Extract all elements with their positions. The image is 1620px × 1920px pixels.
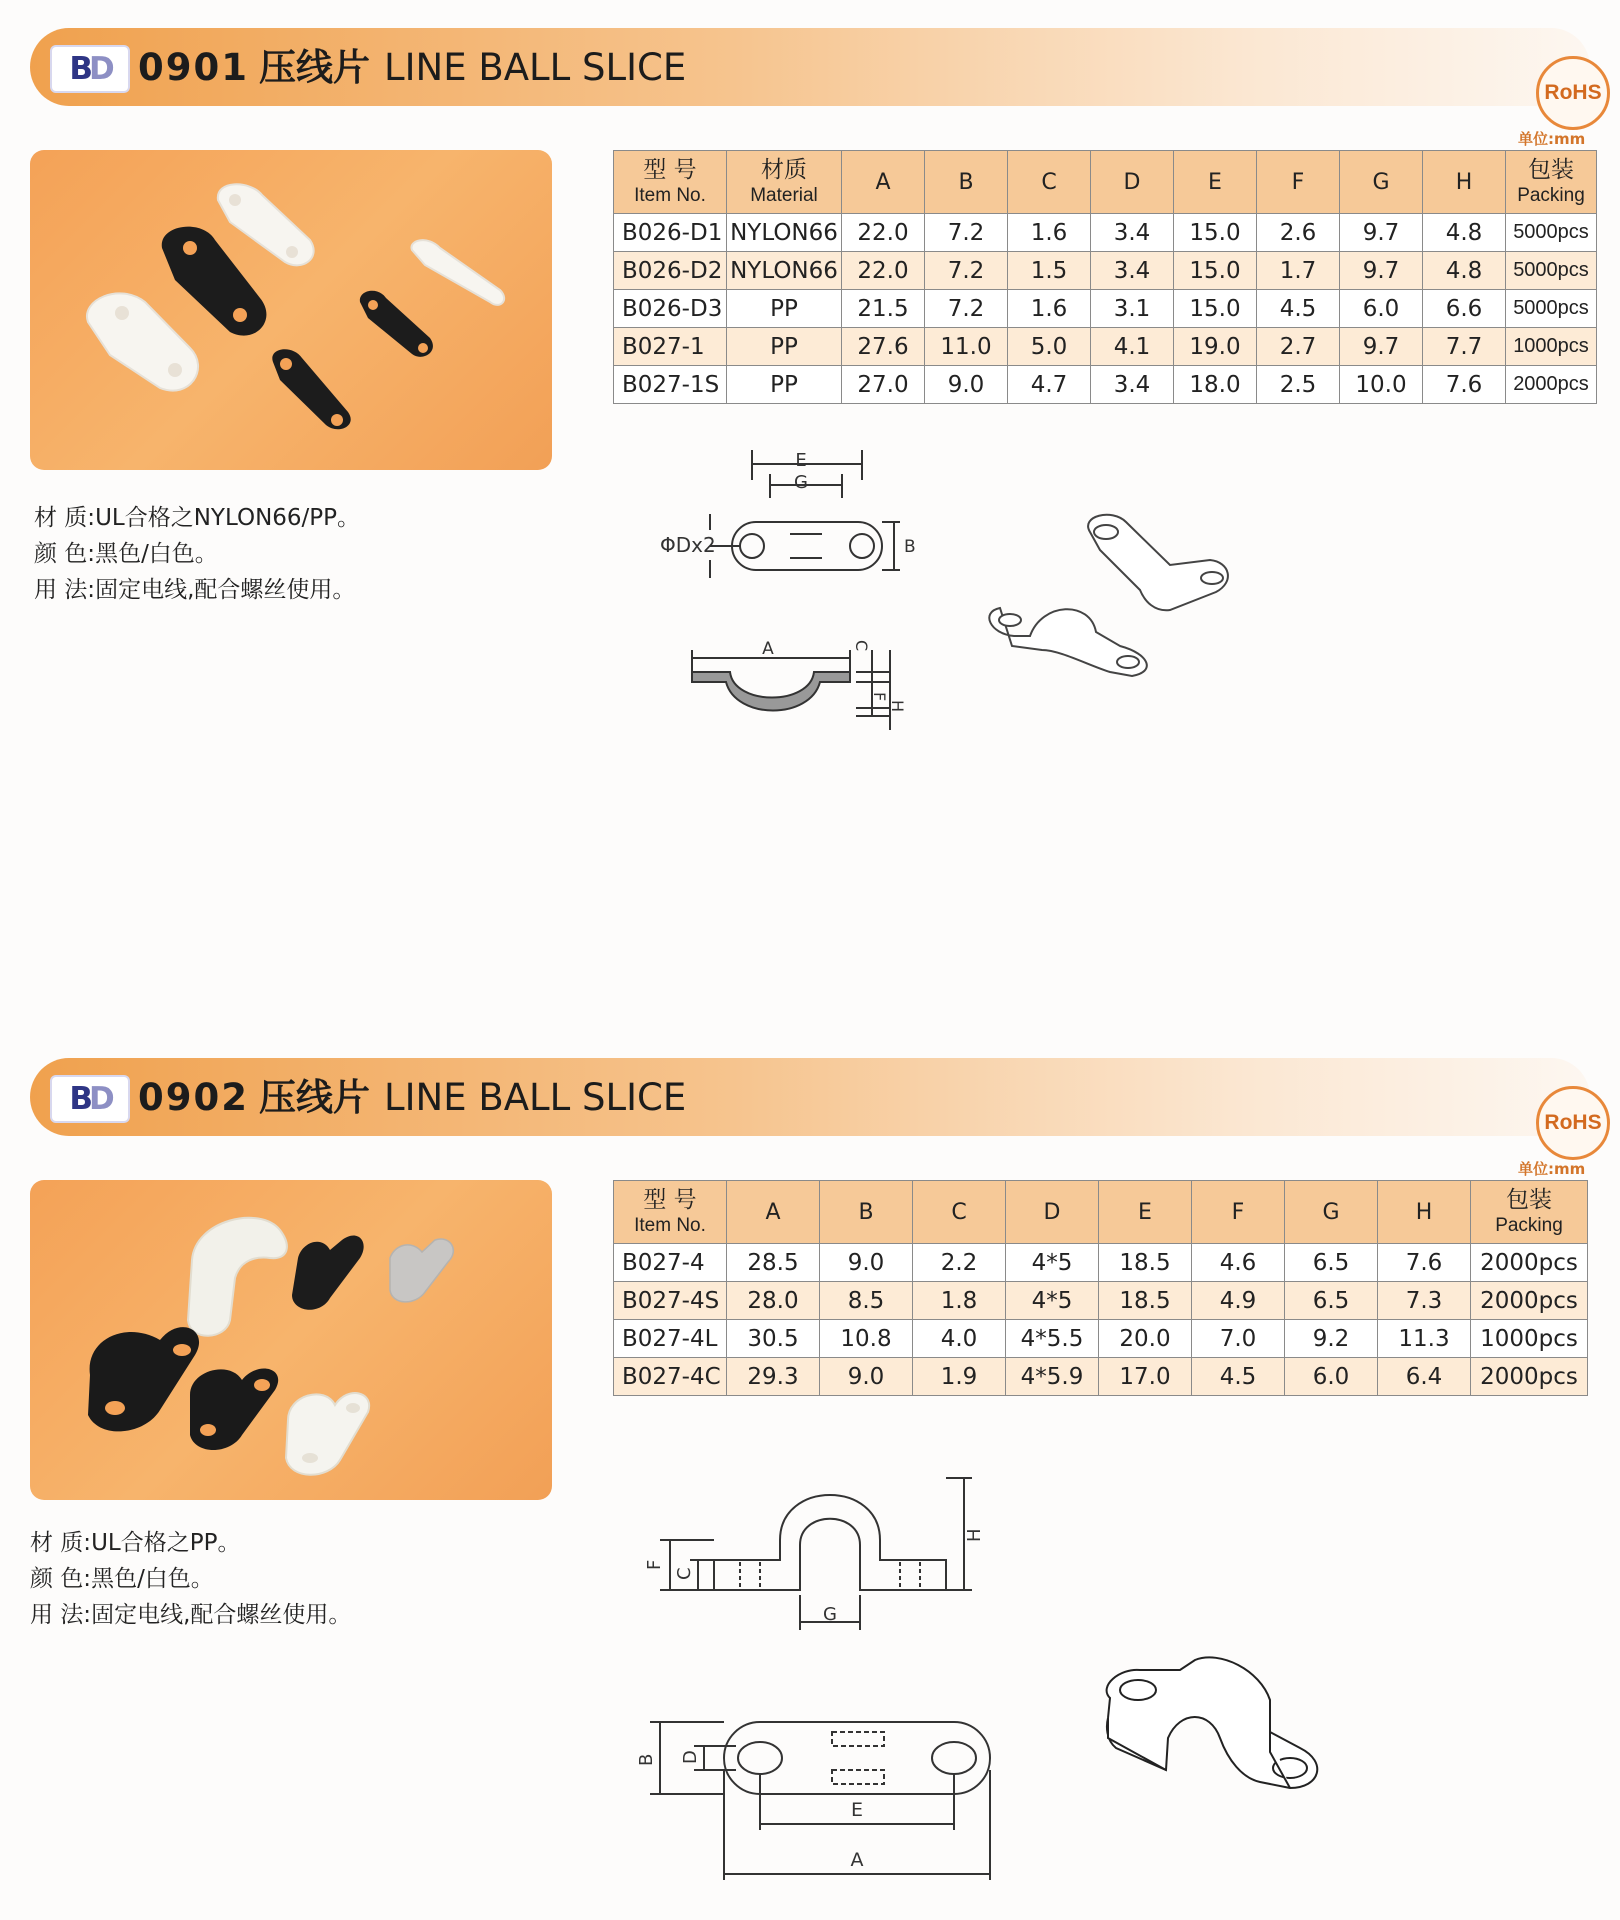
table-cell: 27.0 <box>842 366 925 404</box>
col-c: C <box>913 1181 1006 1244</box>
dim-label-f: F <box>644 1559 665 1570</box>
table-cell: 1000pcs <box>1506 328 1597 366</box>
table-cell: 21.5 <box>842 290 925 328</box>
table-cell: PP <box>727 328 842 366</box>
col-c: C <box>1008 151 1091 214</box>
table-cell: 17.0 <box>1099 1358 1192 1396</box>
dim-label-f: F <box>870 692 889 702</box>
table-cell: 5000pcs <box>1506 290 1597 328</box>
brand-logo <box>50 1075 130 1123</box>
dim-label-b: B <box>636 1753 657 1766</box>
product-info <box>30 1525 351 1633</box>
side-view-drawing <box>692 650 890 730</box>
unit-label: 单位:mm <box>1518 1160 1586 1178</box>
table-cell: 7.2 <box>925 214 1008 252</box>
table-cell: 9.2 <box>1285 1320 1378 1358</box>
section-title <box>138 1076 686 1120</box>
brand-logo <box>50 45 130 93</box>
col-b: B <box>820 1181 913 1244</box>
white-clip-photo <box>188 1218 287 1336</box>
white-small-clip-photo <box>411 240 504 305</box>
table-cell: NYLON66 <box>727 214 842 252</box>
col-a: A <box>842 151 925 214</box>
info-usage: 用 法:固定电线,配合螺丝使用。 <box>34 577 356 603</box>
table-cell: 2.7 <box>1257 328 1340 366</box>
col-material: 材质 Material <box>727 151 842 214</box>
table-cell: 19.0 <box>1174 328 1257 366</box>
table-cell: 6.0 <box>1340 290 1423 328</box>
table-cell: 2000pcs <box>1471 1282 1588 1320</box>
table-cell: 2.6 <box>1257 214 1340 252</box>
table-header-row <box>614 151 1597 214</box>
table-row <box>614 252 1597 290</box>
rohs-badge: RoHS <box>1536 1086 1610 1160</box>
dim-label-d: D <box>680 1750 701 1764</box>
col-d: D <box>1091 151 1174 214</box>
table-cell: 3.4 <box>1091 366 1174 404</box>
col-g: G <box>1340 151 1423 214</box>
table-row <box>614 290 1597 328</box>
table-cell: 4.6 <box>1192 1244 1285 1282</box>
table-cell: 10.8 <box>820 1320 913 1358</box>
table-cell: 30.5 <box>727 1320 820 1358</box>
black-large-clip-photo <box>162 227 267 336</box>
table-cell: B027-4C <box>614 1358 727 1396</box>
logo-letter-b: B <box>69 1081 89 1117</box>
table-row <box>614 1282 1588 1320</box>
table-cell: 9.7 <box>1340 214 1423 252</box>
table-cell: B027-4S <box>614 1282 727 1320</box>
table-cell: 4.8 <box>1423 252 1506 290</box>
table-cell: 6.5 <box>1285 1282 1378 1320</box>
info-color: 颜 色:黑色/白色。 <box>30 1566 214 1592</box>
spec-table-0902 <box>613 1180 1588 1396</box>
table-cell: 7.3 <box>1378 1282 1471 1320</box>
section-title <box>138 46 686 90</box>
info-material: 材 质:UL合格之NYLON66/PP。 <box>34 505 361 531</box>
product-code: 0901 <box>138 46 249 89</box>
col-item-no: 型 号 Item No. <box>614 151 727 214</box>
table-cell: 5000pcs <box>1506 214 1597 252</box>
product-photo <box>30 1180 552 1500</box>
table-cell: 4*5.5 <box>1006 1320 1099 1358</box>
table-cell: B027-4L <box>614 1320 727 1358</box>
isometric-view-drawing <box>989 515 1228 676</box>
table-cell: 28.5 <box>727 1244 820 1282</box>
table-row <box>614 214 1597 252</box>
table-cell: 1.7 <box>1257 252 1340 290</box>
dim-label-a: A <box>762 639 774 659</box>
table-cell: 9.0 <box>925 366 1008 404</box>
info-usage: 用 法:固定电线,配合螺丝使用。 <box>30 1602 352 1628</box>
table-cell: 15.0 <box>1174 252 1257 290</box>
table-cell: B027-1 <box>614 328 727 366</box>
table-cell: 9.7 <box>1340 328 1423 366</box>
table-cell: 6.0 <box>1285 1358 1378 1396</box>
table-cell: B027-4 <box>614 1244 727 1282</box>
isometric-view-drawing <box>1107 1657 1318 1788</box>
black-small-clip-photo-2 <box>272 349 350 429</box>
info-material: 材 质:UL合格之PP。 <box>30 1530 241 1556</box>
table-cell: 18.5 <box>1099 1244 1192 1282</box>
product-section-0902 <box>0 1030 1620 1920</box>
table-row <box>614 328 1597 366</box>
table-cell: 3.1 <box>1091 290 1174 328</box>
technical-drawing-0902 <box>620 1470 1380 1890</box>
white-small-clip-photo <box>286 1393 369 1475</box>
table-cell: 6.6 <box>1423 290 1506 328</box>
col-packing: 包装 Packing <box>1506 151 1597 214</box>
table-cell: 4.9 <box>1192 1282 1285 1320</box>
table-cell: 11.3 <box>1378 1320 1471 1358</box>
table-cell: 4*5.9 <box>1006 1358 1099 1396</box>
logo-letter-b: B <box>69 51 89 87</box>
table-cell: B027-1S <box>614 366 727 404</box>
table-cell: 5.0 <box>1008 328 1091 366</box>
logo-letter-d: D <box>88 1081 111 1117</box>
info-color: 颜 色:黑色/白色。 <box>34 541 218 567</box>
table-cell: B026-D3 <box>614 290 727 328</box>
title-chinese: 压线片 <box>258 46 370 89</box>
table-cell: 1.9 <box>913 1358 1006 1396</box>
table-cell: 5000pcs <box>1506 252 1597 290</box>
table-cell: 4.0 <box>913 1320 1006 1358</box>
table-cell: 2000pcs <box>1471 1358 1588 1396</box>
table-cell: 4.8 <box>1423 214 1506 252</box>
technical-drawing-0901 <box>650 450 1270 750</box>
table-cell: PP <box>727 366 842 404</box>
table-cell: 1.6 <box>1008 290 1091 328</box>
table-cell: 4.1 <box>1091 328 1174 366</box>
product-photo <box>30 150 552 470</box>
section-header-banner <box>30 28 1602 106</box>
table-cell: 2.2 <box>913 1244 1006 1282</box>
table-cell: 7.7 <box>1423 328 1506 366</box>
col-h: H <box>1423 151 1506 214</box>
table-cell: 4.7 <box>1008 366 1091 404</box>
table-cell: 3.4 <box>1091 252 1174 290</box>
col-b: B <box>925 151 1008 214</box>
table-cell: 10.0 <box>1340 366 1423 404</box>
table-cell: 15.0 <box>1174 290 1257 328</box>
table-cell: 7.6 <box>1378 1244 1471 1282</box>
table-cell: 4*5 <box>1006 1282 1099 1320</box>
col-h: H <box>1378 1181 1471 1244</box>
col-packing: 包装 Packing <box>1471 1181 1588 1244</box>
rohs-badge: RoHS <box>1536 56 1610 130</box>
table-cell: 18.0 <box>1174 366 1257 404</box>
table-cell: 4.5 <box>1257 290 1340 328</box>
table-cell: NYLON66 <box>727 252 842 290</box>
table-cell: 1.8 <box>913 1282 1006 1320</box>
table-cell: 6.4 <box>1378 1358 1471 1396</box>
table-cell: 29.3 <box>727 1358 820 1396</box>
table-cell: 20.0 <box>1099 1320 1192 1358</box>
product-code: 0902 <box>138 1076 249 1119</box>
table-cell: PP <box>727 290 842 328</box>
table-cell: 18.5 <box>1099 1282 1192 1320</box>
white-clip-photo <box>87 293 198 390</box>
table-cell: 27.6 <box>842 328 925 366</box>
table-row <box>614 366 1597 404</box>
dim-label-b: B <box>904 537 916 557</box>
table-cell: 8.5 <box>820 1282 913 1320</box>
table-cell: 4*5 <box>1006 1244 1099 1282</box>
table-row <box>614 1358 1588 1396</box>
unit-label: 单位:mm <box>1518 130 1586 148</box>
table-cell: 7.6 <box>1423 366 1506 404</box>
dim-label-h: H <box>964 1528 985 1542</box>
col-g: G <box>1285 1181 1378 1244</box>
col-item-no: 型 号 Item No. <box>614 1181 727 1244</box>
table-cell: 9.0 <box>820 1358 913 1396</box>
col-e: E <box>1174 151 1257 214</box>
black-large-clip-photo <box>88 1327 199 1431</box>
col-d: D <box>1006 1181 1099 1244</box>
table-cell: 9.0 <box>820 1244 913 1282</box>
table-cell: 2000pcs <box>1471 1244 1588 1282</box>
dim-label-g: G <box>794 472 808 493</box>
table-cell: 1000pcs <box>1471 1320 1588 1358</box>
table-row <box>614 1244 1588 1282</box>
col-f: F <box>1192 1181 1285 1244</box>
spec-table-0901 <box>613 150 1597 404</box>
table-cell: 11.0 <box>925 328 1008 366</box>
grey-clip-photo <box>390 1239 453 1302</box>
table-cell: 22.0 <box>842 214 925 252</box>
table-cell: 4.5 <box>1192 1358 1285 1396</box>
table-cell: 2000pcs <box>1506 366 1597 404</box>
table-cell: 7.2 <box>925 290 1008 328</box>
table-cell: 22.0 <box>842 252 925 290</box>
table-cell: 7.2 <box>925 252 1008 290</box>
table-cell: 9.7 <box>1340 252 1423 290</box>
dim-label-e: E <box>850 1799 864 1821</box>
dim-label-a: A <box>850 1849 864 1871</box>
table-cell: 3.4 <box>1091 214 1174 252</box>
title-english: LINE BALL SLICE <box>383 46 687 89</box>
black-clip-photo <box>292 1235 364 1309</box>
title-english: LINE BALL SLICE <box>383 1076 687 1119</box>
table-cell: B026-D2 <box>614 252 727 290</box>
dim-label-c: C <box>852 640 871 652</box>
logo-letter-d: D <box>88 51 111 87</box>
table-cell: 28.0 <box>727 1282 820 1320</box>
top-view-drawing <box>650 1722 990 1880</box>
table-header-row <box>614 1181 1588 1244</box>
dim-label-g: G <box>823 1604 837 1625</box>
table-cell: 15.0 <box>1174 214 1257 252</box>
front-view-drawing <box>660 1478 972 1630</box>
table-cell: 1.6 <box>1008 214 1091 252</box>
dim-label-c: C <box>674 1567 695 1580</box>
table-cell: 7.0 <box>1192 1320 1285 1358</box>
col-e: E <box>1099 1181 1192 1244</box>
table-cell: 2.5 <box>1257 366 1340 404</box>
table-cell: 6.5 <box>1285 1244 1378 1282</box>
dim-label-h: H <box>888 700 907 713</box>
table-row <box>614 1320 1588 1358</box>
product-info <box>34 500 360 608</box>
col-f: F <box>1257 151 1340 214</box>
table-cell: B026-D1 <box>614 214 727 252</box>
white-clip-top-photo <box>218 184 314 265</box>
dim-label-d: ΦDx2 <box>660 533 716 557</box>
col-a: A <box>727 1181 820 1244</box>
section-header-banner <box>30 1058 1602 1136</box>
black-small-clip-photo <box>360 291 433 357</box>
title-chinese: 压线片 <box>258 1076 370 1119</box>
table-cell: 1.5 <box>1008 252 1091 290</box>
dim-label-e: E <box>795 450 807 471</box>
black-medium-clip-photo <box>190 1369 278 1450</box>
